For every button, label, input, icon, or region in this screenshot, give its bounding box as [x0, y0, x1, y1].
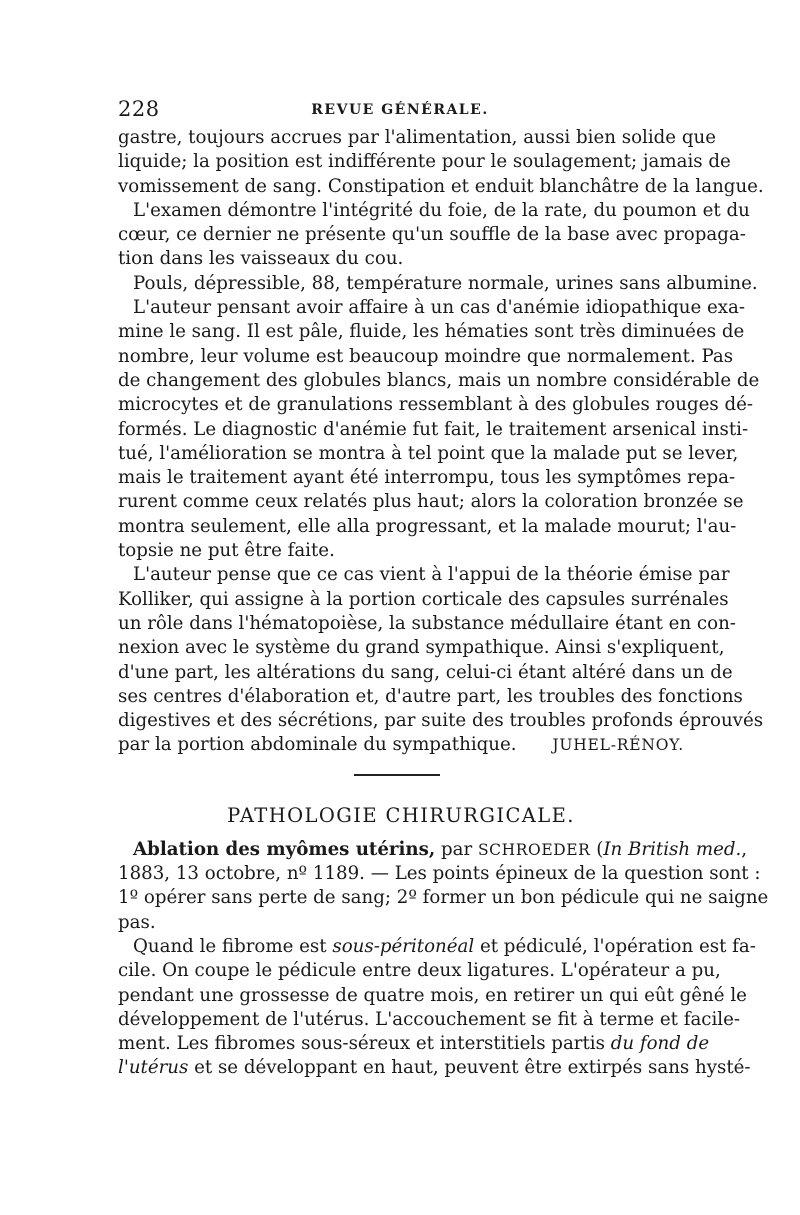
text-line: d'une part, les altérations du sang, celui-ci étant altéré dans un de — [118, 661, 733, 683]
page-header — [118, 97, 682, 123]
text-line: Kolliker, qui assigne à la portion corticale des capsules surrénales — [118, 588, 729, 610]
italic-term: du fond de — [610, 1033, 710, 1055]
text-line: de changement des globules blancs, mais un nombre considérable de — [118, 369, 760, 391]
text-line: tion dans les vaisseaux du cou. — [118, 248, 404, 270]
text-line: 1º opérer sans perte de sang; 2º former un bon pédicule qui ne saigne — [118, 887, 769, 909]
text-line: un rôle dans l'hématopoièse, la substance médullaire étant en con- — [118, 612, 736, 634]
text-line: cœur, ce dernier ne présente qu'un souffle de la base avec propaga- — [118, 224, 746, 246]
page-number: 228 — [118, 97, 160, 121]
text-line: 1883, 13 octobre, nº 1189. — Les points épineux de la question sont : — [118, 863, 761, 885]
text-line — [118, 1056, 751, 1080]
text-line: cile. On coupe le pédicule entre deux ligatures. L'opérateur a pu, — [118, 960, 721, 982]
text-line: vomissement de sang. Constipation et enduit blanchâtre de la langue. — [118, 175, 764, 197]
text-line: microcytes et de granulations ressemblant à des globules rouges dé- — [118, 394, 754, 416]
text-line: par la portion abdominale du sympathique. — [118, 734, 517, 756]
text-line — [118, 935, 756, 959]
text-line: gastre, toujours accrues par l'alimentation, aussi bien solide que — [118, 127, 716, 148]
running-title: REVUE GÉNÉRALE. — [311, 102, 489, 118]
text-line: nexion avec le système du grand sympathique. Ainsi s'expliquent, — [118, 637, 725, 659]
text-line: L'auteur pense que ce cas vient à l'appui de la théorie émise par — [133, 564, 730, 586]
text-span: ment. Les fibromes sous-séreux et interstitiels partis — [118, 1033, 611, 1055]
text-line: ses centres d'élaboration et, d'autre part, les troubles des fonctions — [118, 685, 743, 707]
text-line: mine le sang. Il est pâle, fluide, les hématies sont très diminuées de — [118, 321, 745, 343]
text-line: L'auteur pensant avoir affaire à un cas d'anémie idiopathique exa- — [133, 297, 746, 319]
citation-close: , — [741, 838, 748, 860]
text-line: montra seulement, elle alla progressant, et la malade mourut; l'au- — [118, 515, 737, 537]
text-line: tué, l'amélioration se montra à tel point que la malade put se lever, — [118, 442, 739, 464]
text-line: topsie ne put être faite. — [118, 540, 335, 562]
text-line: mais le traitement ayant été interrompu, tous les symptômes repa- — [118, 467, 736, 489]
section-title: PATHOLOGIE CHIRURGICALE. — [227, 803, 575, 827]
citation-open: ( — [590, 838, 604, 860]
italic-term: sous-péritonéal — [332, 935, 475, 957]
article-title: Ablation des myômes utérins, — [133, 838, 436, 860]
article-by: par — [435, 838, 478, 860]
divider-rule — [354, 774, 440, 776]
text-line: digestives et des sécrétions, par suite des troubles profonds éprouvés — [118, 710, 764, 732]
text-line — [118, 1032, 710, 1056]
italic-term: l'utérus — [118, 1057, 189, 1079]
text-span: et pédiculé, l'opération est fa- — [474, 935, 756, 957]
text-span: Quand le fibrome est — [133, 935, 333, 957]
text-line: développement de l'utérus. L'accouchement se fit à terme et facile- — [118, 1008, 741, 1030]
journal-name: In British med. — [603, 838, 742, 860]
text-line: Pouls, dépressible, 88, température normale, urines sans albumine. — [133, 272, 758, 294]
article-author: SCHROEDER — [477, 840, 591, 859]
signature-line — [118, 733, 684, 757]
text-line: nombre, leur volume est beaucoup moindre que normalement. Pas — [118, 345, 734, 367]
text-line: formés. Le diagnostic d'anémie fut fait, le traitement arsenical insti- — [118, 418, 749, 440]
text-line: pas. — [118, 911, 156, 933]
text-line: rurent comme ceux relatés plus haut; alors la coloration bronzée se — [118, 491, 744, 513]
section-divider — [118, 758, 684, 794]
article-heading-line — [118, 838, 748, 862]
text-span: et se développant en haut, peuvent être extirpés sans hysté- — [188, 1057, 751, 1079]
body-text — [118, 126, 769, 1081]
text-line: pendant une grossesse de quatre mois, en retirer un qui eût gêné le — [118, 984, 747, 1006]
text-line: L'examen démontre l'intégrité du foie, de la rate, du poumon et du — [133, 199, 750, 221]
author-signature: JUHEL-RÉNOY. — [552, 736, 684, 755]
text-line: liquide; la position est indifférente pour le soulagement; jamais de — [118, 151, 731, 173]
